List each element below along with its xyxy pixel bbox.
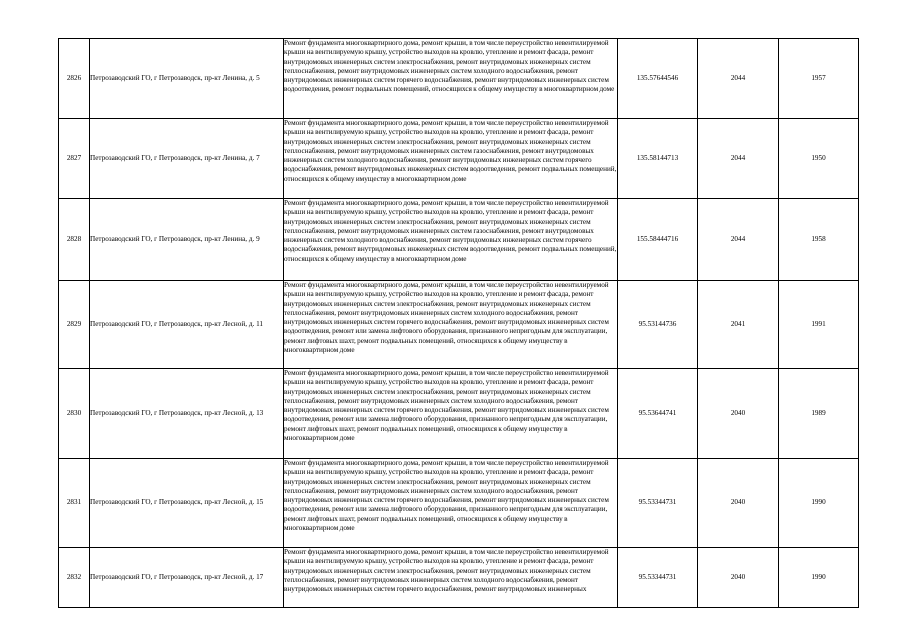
table-row: [59, 119, 859, 199]
repair-works: [284, 119, 618, 199]
repair-works: [284, 459, 618, 548]
house-address: Петрозаводский ГО, г Петрозаводск, пр-кт Ленина, д. 7: [90, 119, 284, 199]
repair-works-text: Ремонт фундамента многоквартирного дома, ремонт крыши, в том числе переустройство невентилируемой крыши на вентилируемую крышу, устройство выходов на кровлю, утепление и ремонт фасада, ремонт внутридомовых инженерных систем электроснабжения, ремонт внутридомовых инженерных систем теплоснабжения, ремонт внутридомовых инженерных систем холодного водоснабжения, ремонт внутридомовых инженерных систем горячего водоснабжения, ремонт внутридомовых инженерных систем водоотведения, ремонт или замена лифтового оборудования, признанного непригодным для эксплуатации, ремонт лифтовых шахт, ремонт подвальных помещений, относящихся к общему имуществу в многоквартирном доме: [284, 459, 609, 533]
planned-year: 2041: [698, 281, 779, 369]
repair-works: [284, 39, 618, 119]
planned-year: 2044: [698, 119, 779, 199]
repair-works: [284, 281, 618, 369]
row-number: 2832: [59, 548, 90, 608]
planned-year: 2044: [698, 199, 779, 281]
table-row: [59, 459, 859, 548]
table-row: [59, 369, 859, 459]
capital-repair-table: [58, 38, 859, 608]
table-row: [59, 39, 859, 119]
repair-works-text: Ремонт фундамента многоквартирного дома, ремонт крыши, в том числе переустройство невентилируемой крыши на вентилируемую крышу, устройство выходов на кровлю, утепление и ремонт фасада, ремонт внутридомовых инженерных систем электроснабжения, ремонт внутридомовых инженерных систем теплоснабжения, ремонт внутридомовых инженерных систем газоснабжения, ремонт внутридомовых инженерных систем холодного водоснабжения, ремонт внутридомовых инженерных систем горячего водоснабжения, ремонт внутридомовых инженерных систем водоотведения, ремонт подвальных помещений, относящихся к общему имуществу в многоквартирном доме: [284, 199, 617, 263]
repair-works: [284, 369, 618, 459]
cost-value: 95.53644741: [618, 369, 698, 459]
house-address: Петрозаводский ГО, г Петрозаводск, пр-кт Лесной, д. 15: [90, 459, 284, 548]
cost-value: 95.53344731: [618, 548, 698, 608]
row-number: 2829: [59, 281, 90, 369]
construction-year: 1950: [779, 119, 859, 199]
table-row: [59, 199, 859, 281]
house-address: Петрозаводский ГО, г Петрозаводск, пр-кт Лесной, д. 11: [90, 281, 284, 369]
cost-value: 135.58144713: [618, 119, 698, 199]
repair-works-text: Ремонт фундамента многоквартирного дома, ремонт крыши, в том числе переустройство невентилируемой крыши на вентилируемую крышу, устройство выходов на кровлю, утепление и ремонт фасада, ремонт внутридомовых инженерных систем электроснабжения, ремонт внутридомовых инженерных систем теплоснабжения, ремонт внутридомовых инженерных систем холодного водоснабжения, ремонт внутридомовых инженерных систем горячего водоснабжения, ремонт внутридомовых инженерных: [284, 548, 609, 594]
row-number: 2826: [59, 39, 90, 119]
document-page: [58, 38, 852, 608]
construction-year: 1991: [779, 281, 859, 369]
house-address: Петрозаводский ГО, г Петрозаводск, пр-кт Лесной, д. 13: [90, 369, 284, 459]
row-number: 2827: [59, 119, 90, 199]
cost-value: 95.53344731: [618, 459, 698, 548]
repair-works: [284, 199, 618, 281]
construction-year: 1990: [779, 459, 859, 548]
cost-value: 135.57644546: [618, 39, 698, 119]
table-row: [59, 281, 859, 369]
repair-works-text: Ремонт фундамента многоквартирного дома, ремонт крыши, в том числе переустройство невентилируемой крыши на вентилируемую крышу, устройство выходов на кровлю, утепление и ремонт фасада, ремонт внутридомовых инженерных систем электроснабжения, ремонт внутридомовых инженерных систем теплоснабжения, ремонт внутридомовых инженерных систем газоснабжения, ремонт внутридомовых инженерных систем холодного водоснабжения, ремонт внутридомовых инженерных систем горячего водоснабжения, ремонт внутридомовых инженерных систем водоотведения, ремонт подвальных помещений, относящихся к общему имуществу в многоквартирном доме: [284, 119, 617, 183]
repair-works-text: Ремонт фундамента многоквартирного дома, ремонт крыши, в том числе переустройство невентилируемой крыши на вентилируемую крышу, устройство выходов на кровлю, утепление и ремонт фасада, ремонт внутридомовых инженерных систем электроснабжения, ремонт внутридомовых инженерных систем теплоснабжения, ремонт внутридомовых инженерных систем холодного водоснабжения, ремонт внутридомовых инженерных систем горячего водоснабжения, ремонт внутридомовых инженерных систем водоотведения, ремонт или замена лифтового оборудования, признанного непригодным для эксплуатации, ремонт лифтовых шахт, ремонт подвальных помещений, относящихся к общему имуществу в многоквартирном доме: [284, 281, 609, 355]
planned-year: 2040: [698, 459, 779, 548]
cost-value: 95.53144736: [618, 281, 698, 369]
planned-year: 2040: [698, 548, 779, 608]
cost-value: 155.58444716: [618, 199, 698, 281]
repair-works-text: Ремонт фундамента многоквартирного дома, ремонт крыши, в том числе переустройство невентилируемой крыши на вентилируемую крышу, устройство выходов на кровлю, утепление и ремонт фасада, ремонт внутридомовых инженерных систем электроснабжения, ремонт внутридомовых инженерных систем теплоснабжения, ремонт внутридомовых инженерных систем холодного водоснабжения, ремонт внутридомовых инженерных систем горячего водоснабжения, ремонт внутридомовых инженерных систем водоотведения, ремонт подвальных помещений, относящихся к общему имуществу в многоквартирном доме: [284, 39, 615, 94]
house-address: Петрозаводский ГО, г Петрозаводск, пр-кт Ленина, д. 9: [90, 199, 284, 281]
row-number: 2831: [59, 459, 90, 548]
construction-year: 1990: [779, 548, 859, 608]
construction-year: 1989: [779, 369, 859, 459]
planned-year: 2040: [698, 369, 779, 459]
table-row: [59, 548, 859, 608]
house-address: Петрозаводский ГО, г Петрозаводск, пр-кт Лесной, д. 17: [90, 548, 284, 608]
repair-works-text: Ремонт фундамента многоквартирного дома, ремонт крыши, в том числе переустройство невентилируемой крыши на вентилируемую крышу, устройство выходов на кровлю, утепление и ремонт фасада, ремонт внутридомовых инженерных систем электроснабжения, ремонт внутридомовых инженерных систем теплоснабжения, ремонт внутридомовых инженерных систем холодного водоснабжения, ремонт внутридомовых инженерных систем горячего водоснабжения, ремонт внутридомовых инженерных систем водоотведения, ремонт или замена лифтового оборудования, признанного непригодным для эксплуатации, ремонт лифтовых шахт, ремонт подвальных помещений, относящихся к общему имуществу в многоквартирном доме: [284, 369, 609, 443]
construction-year: 1957: [779, 39, 859, 119]
house-address: Петрозаводский ГО, г Петрозаводск, пр-кт Ленина, д. 5: [90, 39, 284, 119]
row-number: 2830: [59, 369, 90, 459]
planned-year: 2044: [698, 39, 779, 119]
row-number: 2828: [59, 199, 90, 281]
repair-works: [284, 548, 618, 608]
construction-year: 1958: [779, 199, 859, 281]
